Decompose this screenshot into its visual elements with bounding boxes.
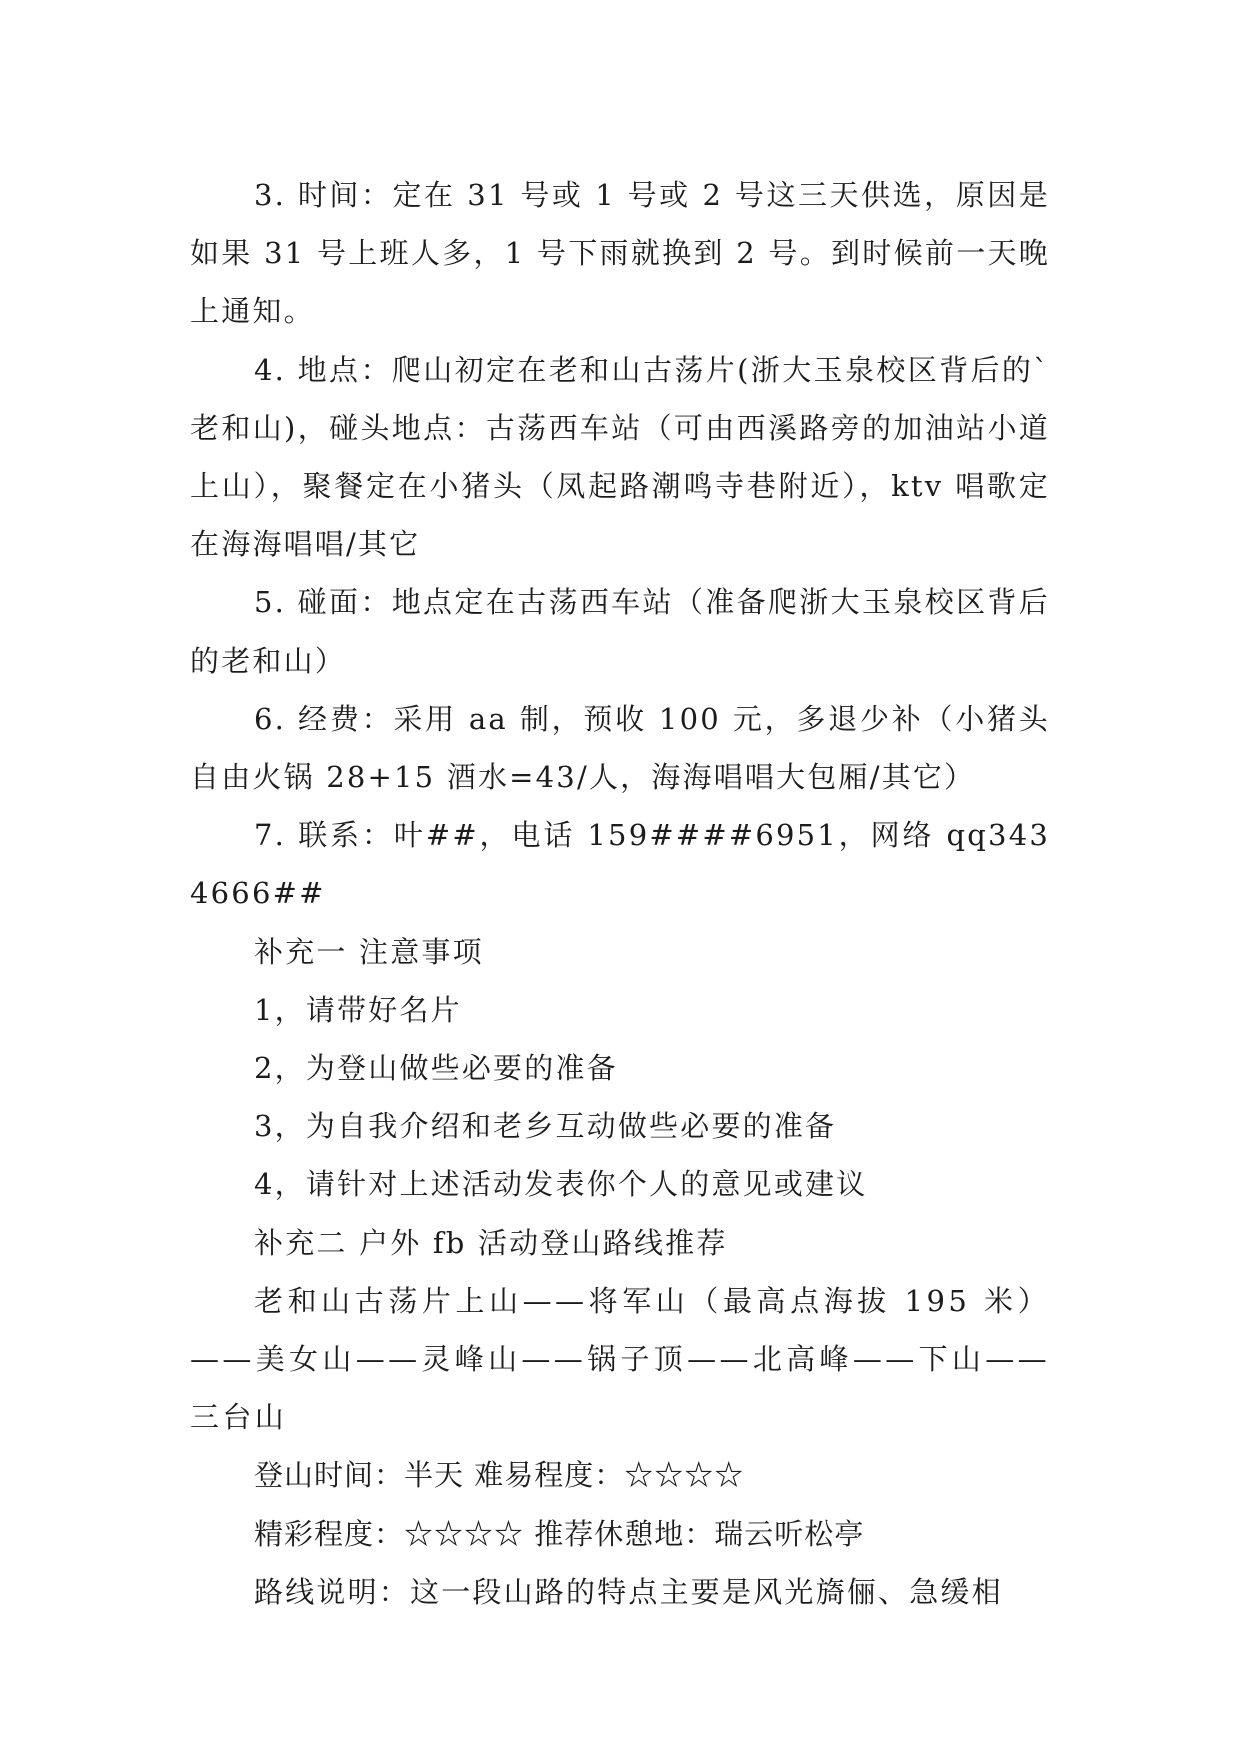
paragraph-route: 老和山古荡片上山——将军山（最高点海拔 195 米）——美女山——灵峰山——锅子顶——北高峰——下山——三台山: [190, 1283, 1050, 1435]
paragraph-expenses: 6. 经费：采用 aa 制，预收 100 元，多退少补（小猪头自由火锅 28+15 酒水=43/人，海海唱唱大包厢/其它）: [190, 701, 1050, 795]
document-body: [190, 166, 1050, 1621]
paragraph-contact: 7. 联系：叶##，电话 159####6951，网络 qq3434666##: [190, 818, 1050, 911]
paragraph-scenery-rest: 精彩程度：☆☆☆☆ 推荐休憩地：瑞云听松亭: [254, 1516, 865, 1551]
supplement-one-heading: 补充一 注意事项: [254, 934, 484, 969]
paragraph-duration-difficulty: 登山时间：半天 难易程度：☆☆☆☆: [254, 1458, 745, 1493]
paragraph-meeting: 5. 碰面：地点定在古荡西车站（准备爬浙大玉泉校区背后的老和山）: [190, 585, 1050, 678]
list-item: 3，为自我介绍和老乡互动做些必要的准备: [254, 1109, 837, 1144]
paragraph-location: 4. 地点：爬山初定在老和山古荡片(浙大玉泉校区背后的`老和山)，碰头地点：古荡西车站（可由西溪路旁的加油站小道上山），聚餐定在小猪头（凤起路潮鸣寺巷附近），ktv 唱歌定在海海唱唱/其它: [190, 352, 1050, 562]
list-item: 1，请带好名片: [254, 992, 462, 1027]
paragraph-route-description: 路线说明：这一段山路的特点主要是风光旖俪、急缓相: [254, 1574, 1003, 1609]
list-item: 4，请针对上述活动发表你个人的意见或建议: [254, 1167, 868, 1202]
supplement-two-heading: 补充二 户外 fb 活动登山路线推荐: [254, 1225, 728, 1260]
paragraph-time: 3. 时间：定在 31 号或 1 号或 2 号这三天供选，原因是如果 31 号上班人多，1 号下雨就换到 2 号。到时候前一天晚上通知。: [190, 178, 1050, 329]
list-item: 2，为登山做些必要的准备: [254, 1051, 618, 1086]
